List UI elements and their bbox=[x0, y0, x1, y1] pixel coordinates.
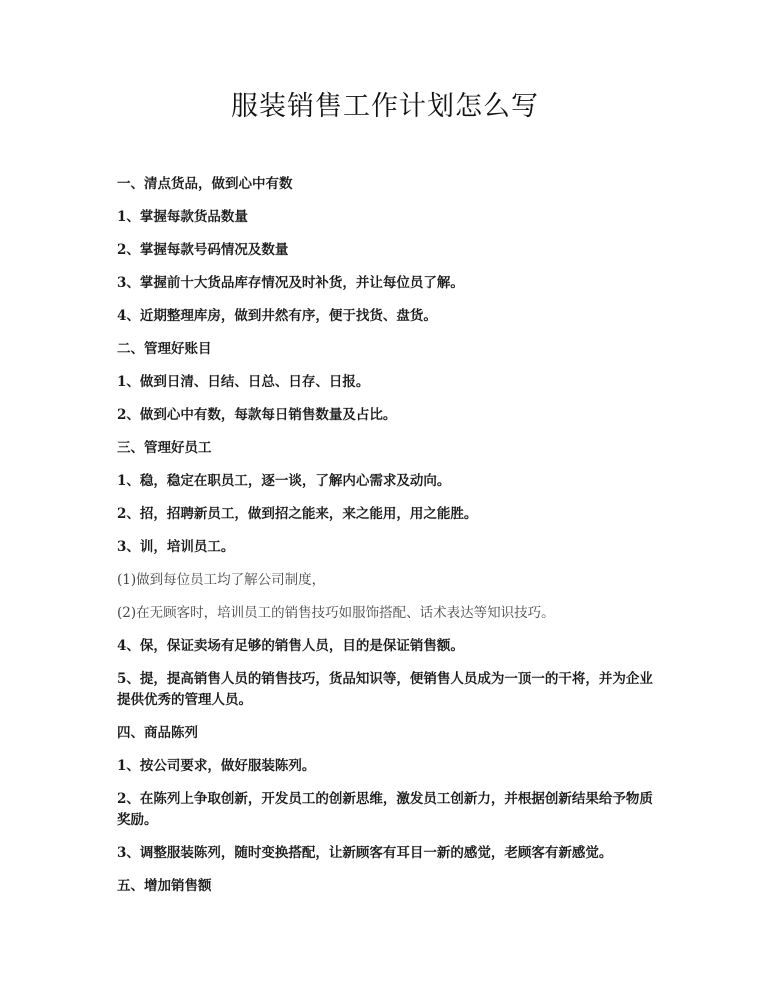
sub-paragraph: (1)做到每位员工均了解公司制度， bbox=[117, 572, 326, 588]
paragraph: 2、做到心中有数，每款每日销售数量及占比。 bbox=[117, 407, 397, 423]
paragraph: 4、保，保证卖场有足够的销售人员，目的是保证销售额。 bbox=[117, 638, 464, 654]
section-heading: 二、管理好账目 bbox=[117, 341, 212, 357]
document-title: 服装销售工作计划怎么写 bbox=[231, 91, 539, 122]
section-heading: 五、增加销售额 bbox=[117, 878, 212, 894]
paragraph: 5、提，提高销售人员的销售技巧，货品知识等，便销售人员成为一顶一的干将，并为企业提供优秀的管理人员。 bbox=[117, 671, 653, 708]
paragraph: 2、在陈列上争取创新，开发员工的创新思维，激发员工创新力，并根据创新结果给予物质奖励。 bbox=[117, 791, 653, 828]
paragraph: 3、训，培训员工。 bbox=[117, 539, 235, 555]
document-body bbox=[117, 174, 662, 909]
paragraph: 3、掌握前十大货品库存情况及时补货，并让每位员了解。 bbox=[117, 275, 464, 291]
sub-paragraph: (2)在无顾客时，培训员工的销售技巧如服饰搭配、话术表达等知识技巧。 bbox=[117, 605, 555, 621]
section-heading: 三、管理好员工 bbox=[117, 440, 212, 456]
paragraph: 3、调整服装陈列，随时变换搭配，让新顾客有耳目一新的感觉，老顾客有新感觉。 bbox=[117, 845, 613, 861]
paragraph: 2、掌握每款号码情况及数量 bbox=[117, 242, 289, 258]
paragraph: 1、做到日清、日结、日总、日存、日报。 bbox=[117, 374, 370, 390]
paragraph: 4、近期整理库房，做到井然有序，便于找货、盘货。 bbox=[117, 308, 437, 324]
paragraph: 1、掌握每款货品数量 bbox=[117, 209, 248, 225]
paragraph: 1、按公司要求，做好服装陈列。 bbox=[117, 758, 316, 774]
paragraph: 1、稳，稳定在职员工，逐一谈，了解内心需求及动向。 bbox=[117, 473, 451, 489]
paragraph: 2、招，招聘新员工，做到招之能来，来之能用，用之能胜。 bbox=[117, 506, 478, 522]
section-heading: 一、清点货品，做到心中有数 bbox=[117, 176, 293, 192]
section-heading: 四、商品陈列 bbox=[117, 725, 198, 741]
